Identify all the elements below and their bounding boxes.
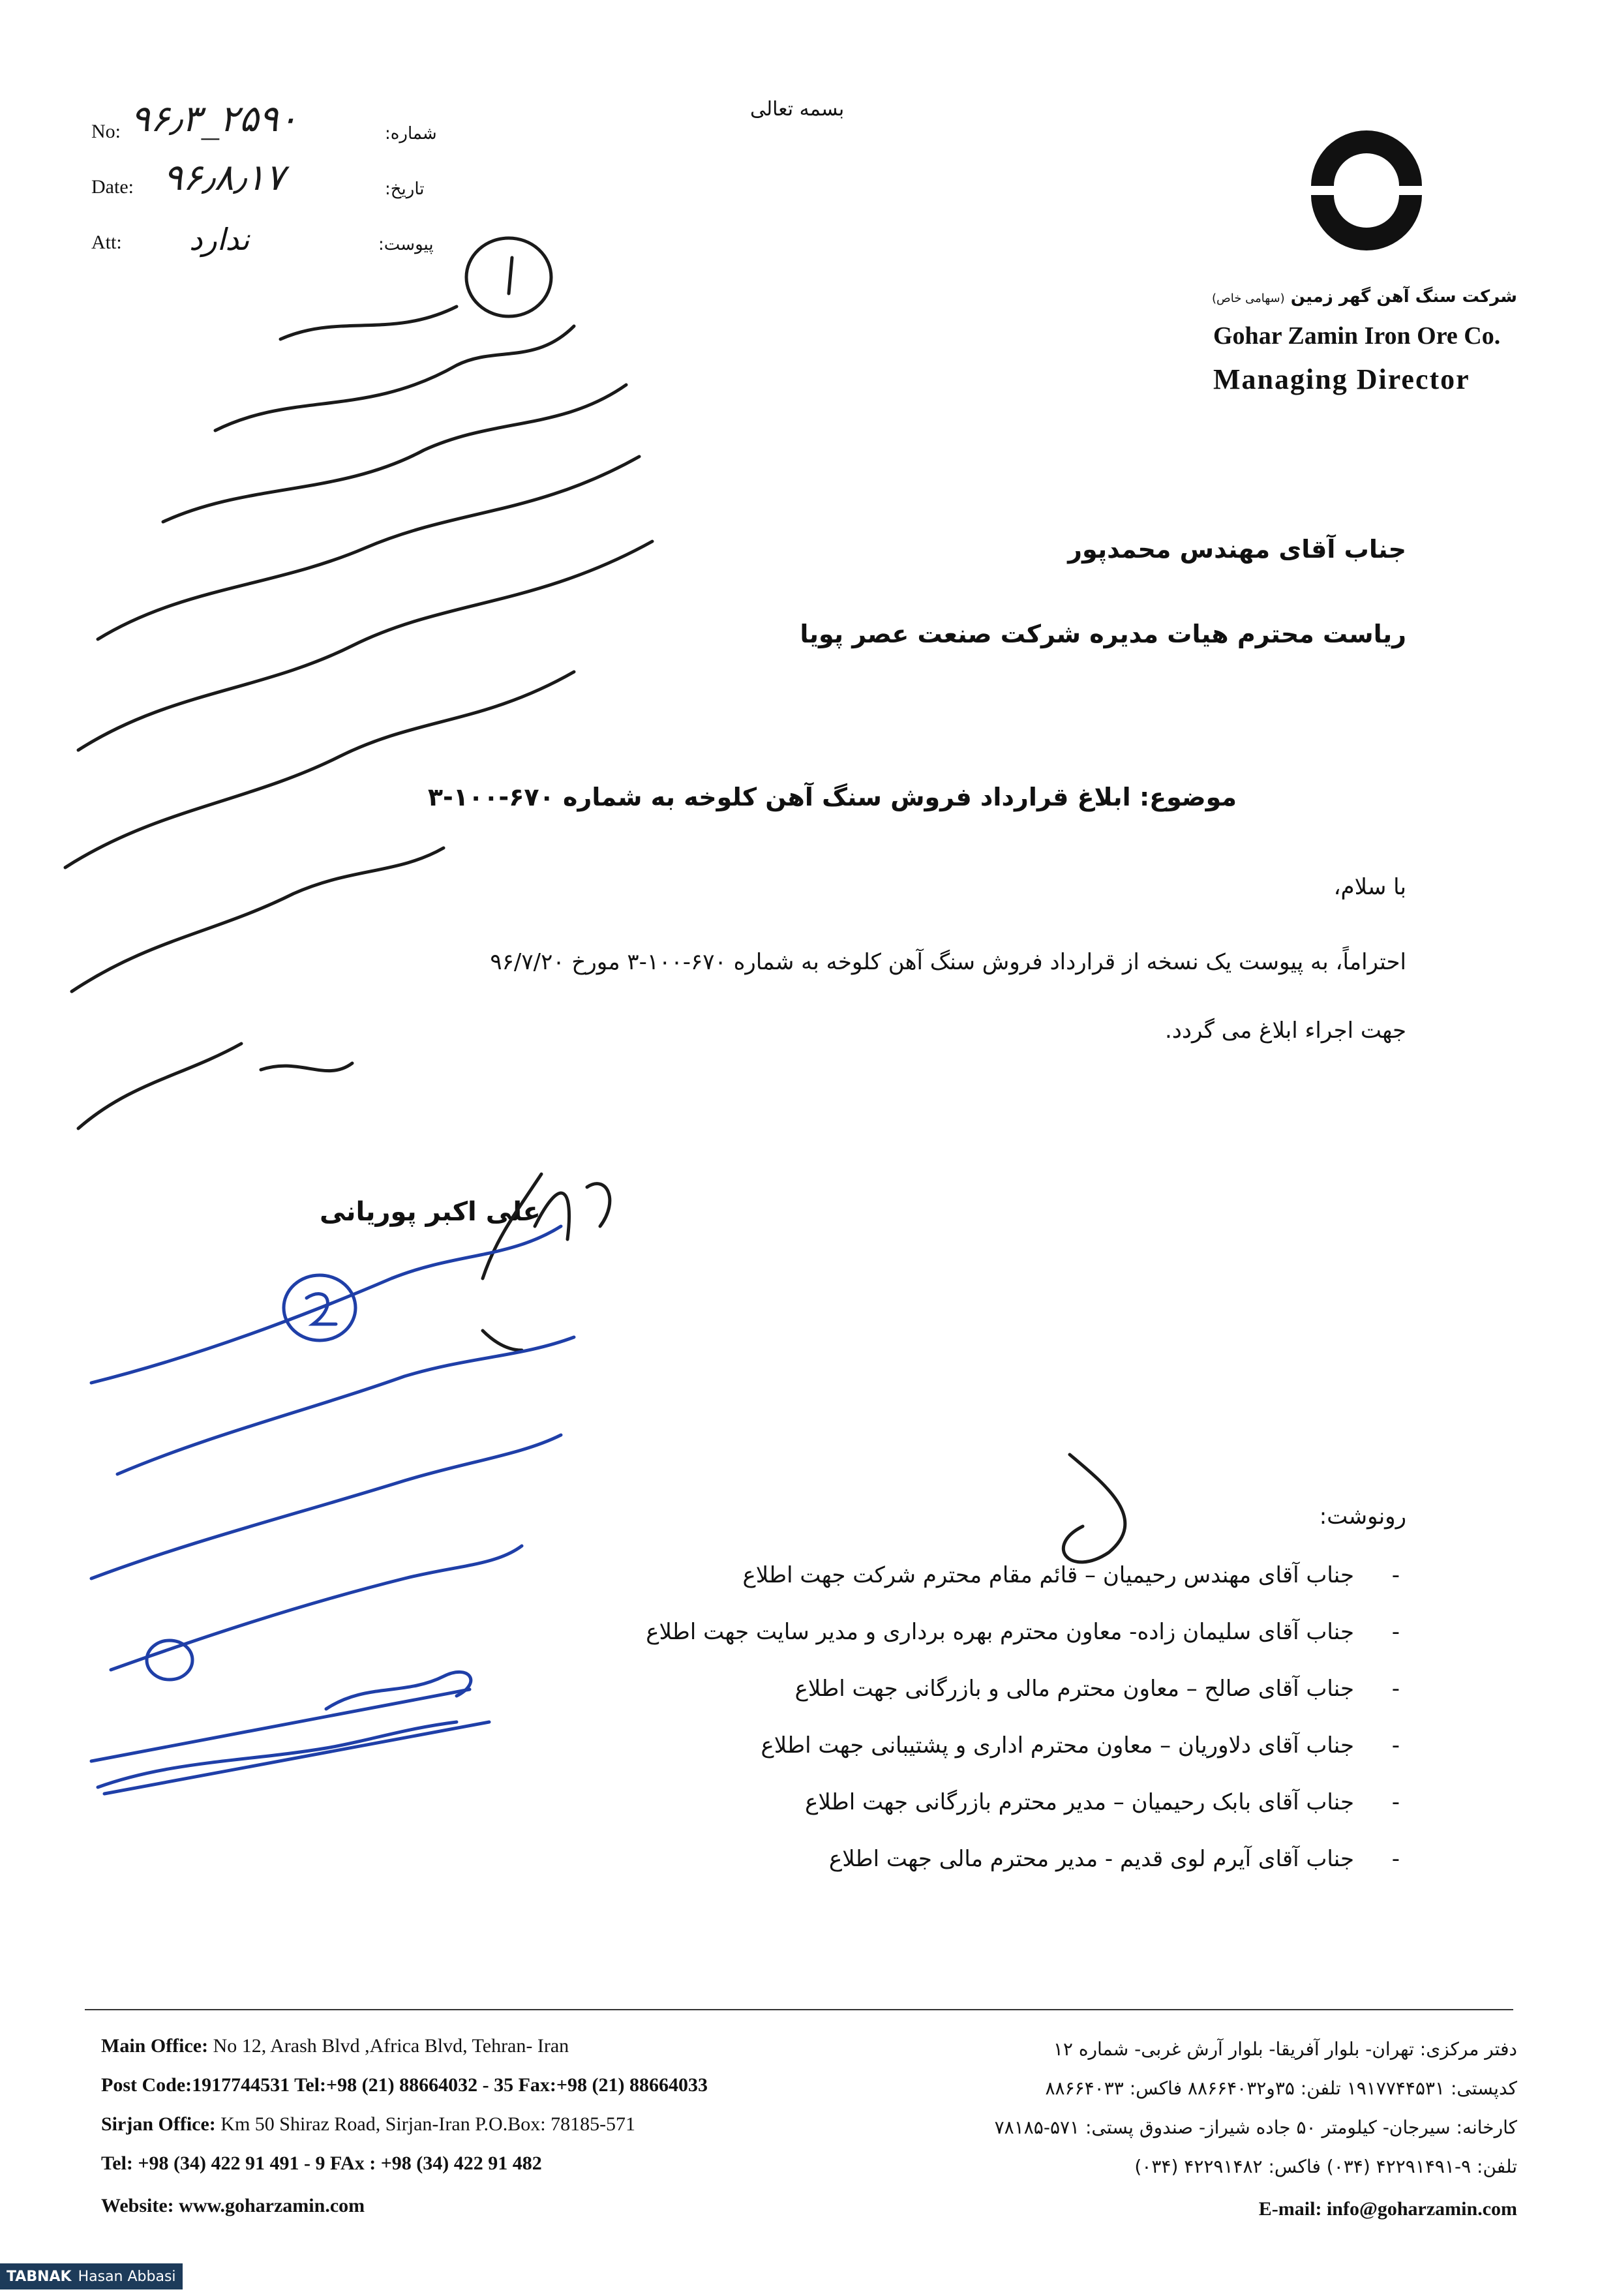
letter-greeting: با سلام، — [1333, 874, 1406, 900]
footer-fa-factory: کارخانه: سیرجان- کیلومتر ۵۰ جاده شیراز- صندوق پستی: ۵۷۱-۷۸۱۸۵ — [994, 2117, 1517, 2138]
attachment-value: ندارد — [189, 222, 250, 257]
attachment-label-fa: پیوست: — [378, 235, 434, 254]
company-name-en: Gohar Zamin Iron Ore Co. — [1213, 322, 1501, 350]
letter-body-line-1: احتراماً، به پیوست یک نسخه از قرارداد فروش سنگ آهن کلوخه به شماره ۶۷۰-۱۰۰-۳ مورخ ۹۶/۷/۲۰ — [490, 949, 1406, 975]
managing-director-title: Managing Director — [1213, 363, 1470, 395]
cc-item: - جناب آقای صالح – معاون محترم مالی و بازرگانی جهت اطلاع — [794, 1676, 1400, 1702]
signer-name: علی اکبر پوریانی — [320, 1197, 541, 1227]
watermark-brand: TABNAK — [7, 2268, 72, 2285]
number-label-fa: شماره: — [385, 124, 437, 144]
number-value: ۹۶٫۳_۲۵۹۰ — [130, 98, 298, 140]
letter-body-line-2: جهت اجراء ابلاغ می گردد. — [1164, 1018, 1406, 1044]
cc-item: - جناب آقای سلیمان زاده- معاون محترم بهره برداری و مدیر سایت جهت اطلاع — [646, 1619, 1400, 1645]
footer-fa-factory-tel: تلفن: ۹-۴۲۲۹۱۴۹۱ (۰۳۴) فاکس: ۴۲۲۹۱۴۸۲ (۰۳۴) — [1134, 2156, 1517, 2177]
footer-email: E-mail: info@goharzamin.com — [1258, 2198, 1517, 2220]
cc-item: - جناب آقای مهندس رحیمیان – قائم مقام محترم شرکت جهت اطلاع — [742, 1562, 1400, 1588]
company-name-fa: شرکت سنگ آهن گهر زمین (سهامی خاص) — [1212, 287, 1517, 307]
cc-item: - جناب آقای دلاوریان – معاون محترم اداری و پشتیبانی جهت اطلاع — [761, 1732, 1400, 1759]
footer-fa-main-office: دفتر مرکزی: تهران- بلوار آفریقا- بلوار آرش غربی- شماره ۱۲ — [1053, 2038, 1517, 2060]
cc-item: - جناب آقای بابک رحیمیان – مدیر محترم بازرگانی جهت اطلاع — [805, 1789, 1400, 1815]
date-label-fa: تاریخ: — [385, 179, 425, 199]
attachment-label: Att: — [91, 232, 122, 253]
watermark-author: Hasan Abbasi — [78, 2268, 176, 2285]
cc-title: رونوشت: — [1319, 1503, 1406, 1530]
letter-subject: موضوع: ابلاغ قرارداد فروش سنگ آهن کلوخه به شماره ۶۷۰-۱۰۰-۳ — [427, 783, 1237, 811]
footer-sirjan-office: Sirjan Office: Km 50 Shiraz Road, Sirjan-Iran P.O.Box: 78185-571 — [101, 2113, 636, 2135]
footer-divider — [85, 2009, 1513, 2010]
number-label: No: — [91, 121, 121, 142]
bismillah-heading: بسمه تعالی — [750, 98, 845, 121]
date-label: Date: — [91, 176, 134, 198]
footer-fa-post-code: کدپستی: ۱۹۱۷۷۴۴۵۳۱ تلفن: ۳۵و۸۸۶۶۴۰۳۲ فاکس: ۸۸۶۶۴۰۳۳ — [1045, 2077, 1517, 2099]
footer-website: Website: www.goharzamin.com — [101, 2195, 365, 2216]
cc-item: - جناب آقای آیرم لوی قدیم - مدیر محترم مالی جهت اطلاع — [828, 1846, 1400, 1872]
watermark-badge — [0, 2263, 183, 2289]
date-value: ۹۶٫۸٫۱۷ — [163, 157, 285, 199]
footer-post-code: Post Code:1917744531 Tel:+98 (21) 88664032 - 35 Fax:+98 (21) 88664033 — [101, 2074, 708, 2096]
footer-sirjan-tel: Tel: +98 (34) 422 91 491 - 9 FAx : +98 (34) 422 91 482 — [101, 2152, 542, 2174]
footer-main-office: Main Office: No 12, Arash Blvd ,Africa Blvd, Tehran- Iran — [101, 2035, 569, 2057]
recipient-name: جناب آقای مهندس محمدپور — [1068, 535, 1406, 564]
recipient-position: ریاست محترم هیات مدیره شرکت صنعت عصر پویا — [800, 620, 1406, 648]
